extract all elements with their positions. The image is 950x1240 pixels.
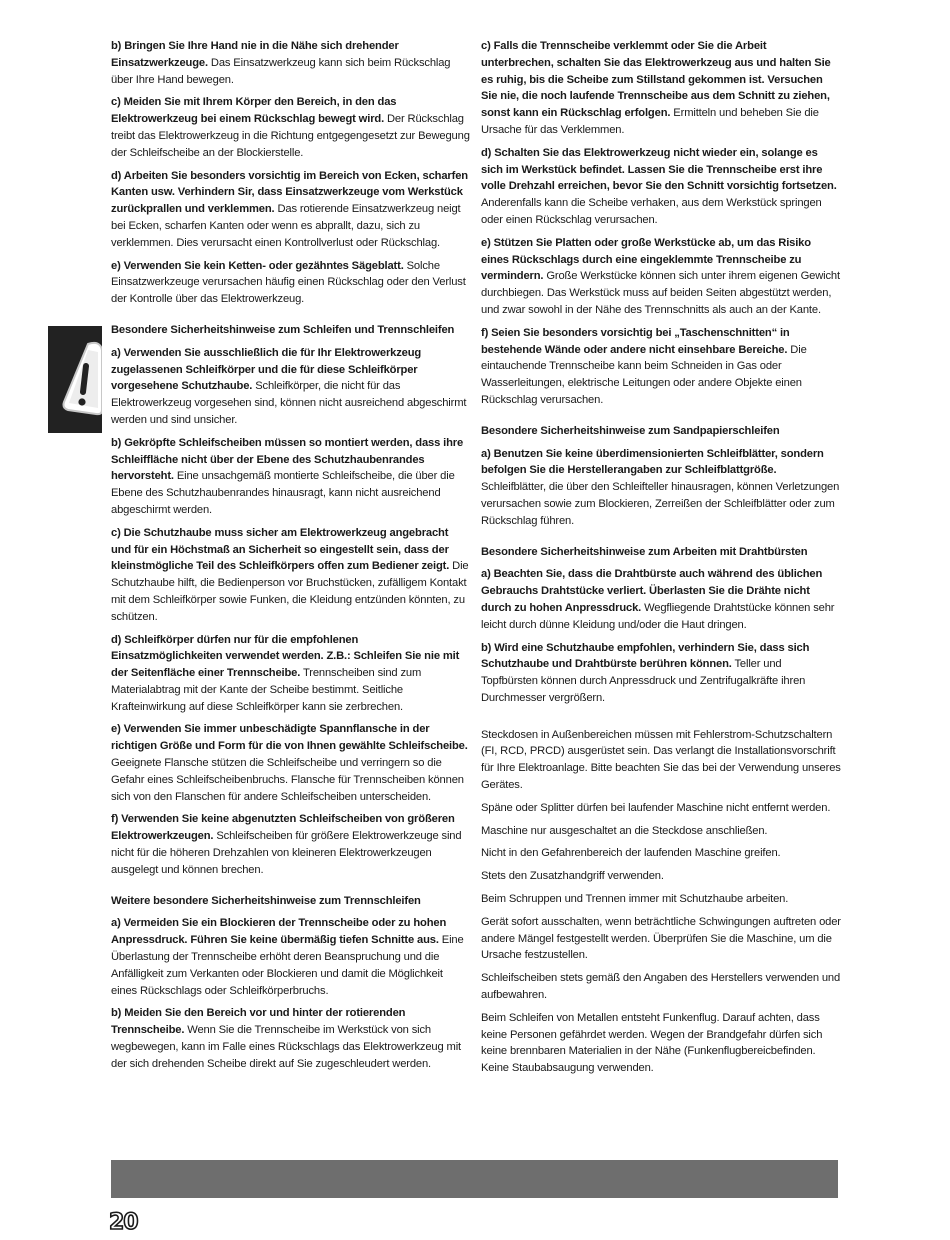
paragraph-text: Das Einsatzwerkzeug kann sich beim Rückschlag über Ihre Hand bewegen.	[111, 56, 451, 86]
paragraph	[481, 640, 841, 707]
paragraph-text: Späne oder Splitter dürfen bei laufender Maschine nicht entfernt werden.	[481, 801, 831, 814]
paragraph	[481, 727, 841, 794]
paragraph	[481, 800, 841, 817]
paragraph-text: Nicht in den Gefahrenbereich der laufenden Maschine greifen.	[481, 847, 781, 860]
paragraph-text: Schleifscheiben für größere Elektrowerkzeuge sind nicht für die höheren Drehzahlen von kleineren Elektrowerkzeugen ausgelegt und können brechen.	[111, 830, 462, 876]
paragraph	[111, 811, 471, 878]
paragraph-text: Wegfliegende Drahtstücke können sehr leicht durch dünne Kleidung und/oder die Haut dringen.	[481, 601, 835, 631]
paragraph	[111, 168, 471, 252]
paragraph-text: Ermitteln und beheben Sie die Ursache für das Verklemmen.	[481, 107, 819, 136]
section-heading: Besondere Sicherheitshinweise zum Arbeiten mit Drahtbürsten	[481, 545, 808, 558]
paragraph-lead: f) Verwenden Sie keine abgenutzten Schleifscheiben von größeren Elektrowerkzeugen.	[111, 813, 455, 843]
warning-triangle-icon	[48, 340, 102, 418]
paragraph	[481, 845, 841, 862]
paragraph	[481, 823, 841, 840]
paragraph-lead: d) Arbeiten Sie besonders vorsichtig im Bereich von Ecken, scharfen Kanten usw. Verhindern Sir, dass Einsatzwerkzeuge vom Werkstück zurückprallen und verklemmen.	[111, 169, 468, 216]
paragraph-text: Wenn Sie die Trennscheibe im Werkstück von sich wegbewegen, kann im Falle eines Rückschlags das Elektrowerkzeug mit der sich drehenden Scheibe direkt auf Sie zugeschleudert werden.	[111, 1024, 461, 1070]
page-number: 20	[109, 1210, 138, 1235]
paragraph-lead: d) Schleifkörper dürfen nur für die empfohlenen Einsatzmöglichkeiten verwendet werden. Z.B.: Schleifen Sie nie mit der Seitenfläche einer Trennscheibe.	[111, 633, 460, 680]
paragraph-text: Maschine nur ausgeschaltet an die Steckdose anschließen.	[481, 824, 768, 837]
left-column	[111, 38, 471, 1079]
paragraph-text: Große Werkstücke können sich unter ihrem eigenen Gewicht durchbiegen. Das Werkstück muss auf beiden Seiten abgestützt werden, und zwar sowohl in der Nähe des Trennschnitts als auch an der Kante.	[481, 270, 840, 316]
paragraph-lead: f) Seien Sie besonders vorsichtig bei „Taschenschnitten“ in bestehende Wände oder andere nicht einsehbare Bereiche.	[481, 326, 790, 356]
paragraph-text: Schleifkörper, die nicht für das Elektrowerkzeug vorgesehen sind, können nicht ausreichend abgeschirmt werden und sind unsicher.	[111, 380, 467, 426]
paragraph	[481, 325, 841, 409]
paragraph-text: Der Rückschlag treibt das Elektrowerkzeug in die Richtung entgegengesetzt zur Bewegung der Schleifscheibe an der Blockierstelle.	[111, 113, 470, 159]
paragraph-text: Eine unsachgemäß montierte Schleifscheibe, die über die Ebene des Schutzhaubenrandes hinausragt, kann nicht ausreichend abgeschirmt werden.	[111, 470, 455, 516]
paragraph-lead: c) Falls die Trennscheibe verklemmt oder Sie die Arbeit unterbrechen, schalten Sie das Elektrowerkzeug aus und halten Sie es ruhig, bis die Scheibe zum Stillstand gekommen ist. Versuchen Sie nie, die noch laufende Trennscheibe aus dem Schnitt zu ziehen, sonst kann ein Rückschlag erfolgen.	[481, 40, 831, 120]
paragraph-text: Solche Einsatzwerkzeuge verursachen häufig einen Rückschlag oder den Verlust der Kontrolle über das Elektrowerkzeug.	[111, 259, 466, 306]
paragraph-text: Gerät sofort ausschalten, wenn beträchtliche Schwingungen auftreten oder andere Mängel festgestellt werden. Überprüfen Sie die Maschine, um die Ursache festzustellen.	[481, 915, 841, 962]
spacer	[481, 713, 841, 727]
paragraph	[111, 435, 471, 519]
paragraph-text: Die Schutzhaube hilft, die Bedienperson vor Bruchstücken, zufälligem Kontakt mit dem Schleifkörper sowie Funken, die Kleidung entzünden könnten, zu schützen.	[111, 560, 469, 623]
paragraph-lead: a) Verwenden Sie ausschließlich die für Ihr Elektrowerkzeug zugelassenen Schleifkörper und die für diese Schleifkörper vorgesehene Schutzhaube.	[111, 346, 422, 393]
right-column	[481, 38, 841, 1083]
paragraph	[111, 94, 471, 161]
paragraph-lead: b) Wird eine Schutzhaube empfohlen, verhindern Sie, dass sich Schutzhaube und Drahtbürste berühren können.	[481, 641, 810, 671]
paragraph	[481, 566, 841, 633]
paragraph-lead: e) Stützen Sie Platten oder große Werkstücke ab, um das Risiko eines Rückschlags durch eine eingeklemmte Trennscheibe zu vermindern.	[481, 236, 811, 283]
paragraph-lead: b) Bringen Sie Ihre Hand nie in die Nähe sich drehender Einsatzwerkzeuge.	[111, 40, 399, 69]
paragraph	[111, 632, 471, 716]
paragraph	[111, 345, 471, 429]
section-heading: Besondere Sicherheitshinweise zum Sandpapierschleifen	[481, 424, 780, 437]
paragraph-text: Geeignete Flansche stützen die Schleifscheibe und verringern so die Gefahr eines Schleifscheibenbruchs. Flansche für Trennscheiben können sich von den Flanschen für andere Schleifscheiben unterscheiden.	[111, 757, 464, 803]
paragraph-text: Steckdosen in Außenbereichen müssen mit Fehlerstrom-Schutzschaltern (FI, RCD, PRCD) ausgerüstet sein. Das verlangt die Installationsvorschrift für Ihre Elektroanlage. Bitte beachten Sie das bei der Verwendung unseres Gerätes.	[481, 728, 841, 792]
paragraph	[111, 525, 471, 626]
paragraph	[481, 145, 841, 229]
paragraph	[481, 235, 841, 319]
paragraph	[481, 868, 841, 885]
paragraph-lead: a) Vermeiden Sie ein Blockieren der Trennscheibe oder zu hohen Anpressdruck. Führen Sie keine übermäßig tiefen Schnitte aus.	[111, 917, 447, 947]
paragraph-lead: a) Benutzen Sie keine überdimensionierten Schleifblätter, sondern befolgen Sie die Herstellerangaben zur Schleifblattgröße.	[481, 447, 824, 477]
paragraph	[481, 891, 841, 908]
paragraph-lead: d) Schalten Sie das Elektrowerkzeug nicht wieder ein, solange es sich im Werkstück befindet. Lassen Sie die Trennscheibe erst ihre volle Drehzahl erreichen, bevor Sie den Schnitt vorsichtig fortsetzen.	[481, 146, 837, 193]
paragraph-text: Trennscheiben sind zum Materialabtrag mit der Kante der Scheibe bestimmt. Seitliche Krafteinwirkung auf diese Schleifkörper kann sie zerbrechen.	[111, 667, 422, 713]
paragraph-text: Schleifblätter, die über den Schleifteller hinausragen, können Verletzungen verursachen sowie zum Blockieren, Zerreißen der Schleifblätter oder zum Rückschlag führen.	[481, 481, 840, 527]
paragraph-lead: a) Beachten Sie, dass die Drahtbürste auch während des üblichen Gebrauchs Drahtstücke verliert. Überlasten Sie die Drähte nicht durch zu hohen Anpressdruck.	[481, 568, 823, 614]
paragraph-lead: e) Verwenden Sie kein Ketten- oder gezähntes Sägeblatt.	[111, 259, 404, 272]
paragraph	[111, 38, 471, 88]
paragraph-text: Anderenfalls kann die Scheibe verhaken, aus dem Werkstück springen oder einen Rückschlag verursachen.	[481, 197, 822, 226]
paragraph	[111, 915, 471, 999]
paragraph	[481, 38, 841, 139]
paragraph-text: Stets den Zusatzhandgriff verwenden.	[481, 870, 664, 883]
paragraph-text: Eine Überlastung der Trennscheibe erhöht deren Beanspruchung und die Anfälligkeit zum Verkanten oder Blockieren und damit die Möglichkeit eines Rückschlags oder Schleifkörperbruchs.	[111, 934, 464, 997]
paragraph	[481, 1010, 841, 1077]
paragraph-lead: b) Gekröpfte Schleifscheiben müssen so montiert werden, dass ihre Schleiffläche nicht über der Ebene des Schutzhaubenrandes hervorsteht.	[111, 436, 464, 483]
paragraph	[111, 721, 471, 805]
paragraph-text: Beim Schleifen von Metallen entsteht Funkenflug. Darauf achten, dass keine Personen gefährdet werden. Wegen der Brandgefahr dürfen sich keine brennbaren Materialien in der Nähe (Funkenflugbereicbefinden. Keine Staubabsaugung verwenden.	[481, 1011, 823, 1075]
paragraph	[111, 258, 471, 308]
warning-tab	[48, 326, 102, 433]
paragraph-lead: c) Meiden Sie mit Ihrem Körper den Bereich, in den das Elektrowerkzeug bei einem Rückschlag bewegt wird.	[111, 96, 397, 126]
paragraph-lead: b) Meiden Sie den Bereich vor und hinter der rotierenden Trennscheibe.	[111, 1007, 406, 1037]
paragraph	[481, 914, 841, 964]
paragraph-lead: c) Die Schutzhaube muss sicher am Elektrowerkzeug angebracht und für ein Höchstmaß an Sicherheit so eingestellt sein, dass der kleinstmögliche Teil des Schleifkörpers offen zum Bediener zeigt.	[111, 526, 450, 573]
paragraph-text: Das rotierende Einsatzwerkzeug neigt bei Ecken, scharfen Kanten oder wenn es abprallt, dazu, sich zu verklemmen. Dies verursacht einen Kontrollverlust oder Rückschlag.	[111, 203, 461, 249]
paragraph-text: Beim Schruppen und Trennen immer mit Schutzhaube arbeiten.	[481, 893, 789, 906]
paragraph-text: Schleifscheiben stets gemäß den Angaben des Herstellers verwenden und aufbewahren.	[481, 972, 841, 1002]
paragraph-text: Die eintauchende Trennscheibe kann beim Schneiden in Gas oder Wasserleitungen, elektrische Leitungen oder andere Objekte einen Rückschlag verursachen.	[481, 343, 807, 406]
paragraph	[481, 446, 841, 530]
section-heading: Weitere besondere Sicherheitshinweise zum Trennschleifen	[111, 894, 421, 907]
footer-bar	[111, 1160, 838, 1198]
paragraph	[111, 1005, 471, 1072]
paragraph-lead: e) Verwenden Sie immer unbeschädigte Spannflansche in der richtigen Größe und Form für die von Ihnen gewählte Schleifscheibe.	[111, 723, 468, 753]
paragraph	[481, 970, 841, 1004]
section-heading: Besondere Sicherheitshinweise zum Schleifen und Trennschleifen	[111, 323, 455, 336]
paragraph-text: Teller und Topfbürsten können durch Anpressdruck und Zentrifugalkräfte ihren Durchmesser vergrößern.	[481, 658, 806, 704]
